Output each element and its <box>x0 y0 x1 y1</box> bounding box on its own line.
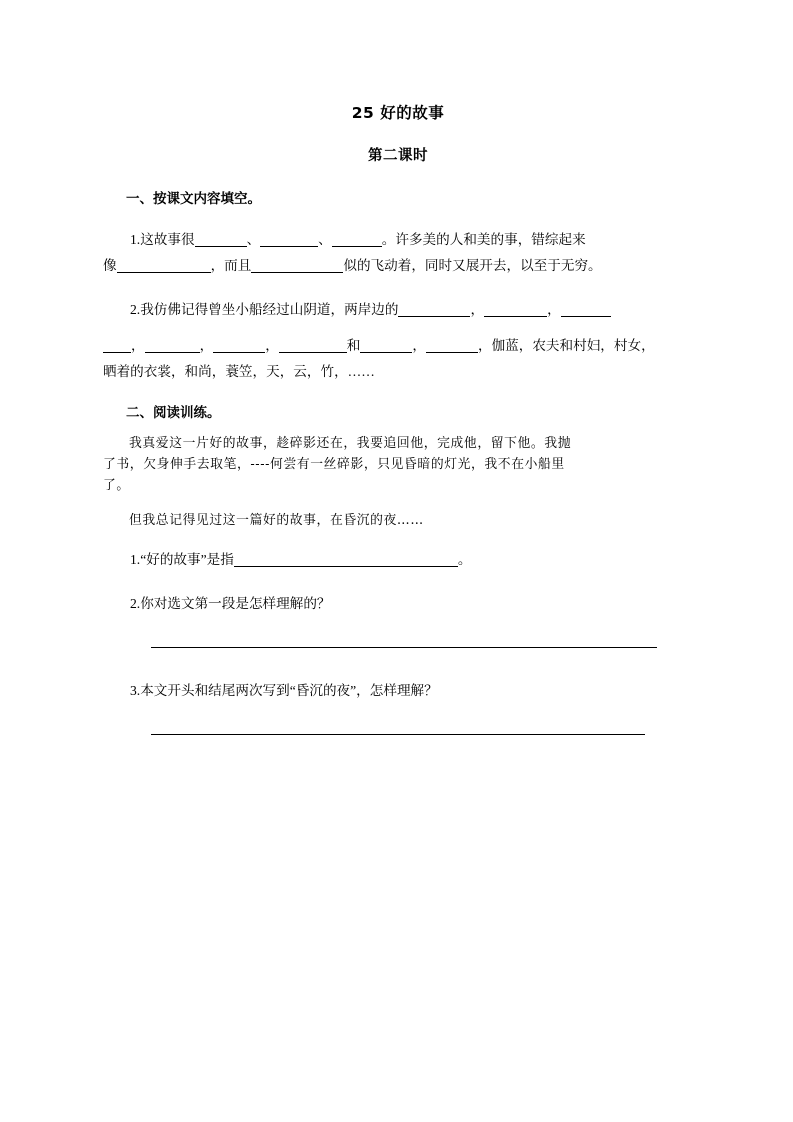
answer-rule-q3[interactable] <box>151 734 645 735</box>
separator-comma-4: ， <box>199 338 214 354</box>
page-subtitle: 第二课时 <box>368 147 428 164</box>
conjunction-he: 和 <box>346 338 361 354</box>
reading-question-1 <box>103 547 693 573</box>
blank-q2-6[interactable] <box>279 337 347 353</box>
question-1-line-2 <box>103 253 693 279</box>
reading-question-2: 2.你对选文第一段是怎样理解的？ <box>130 596 331 612</box>
question-1-text-d: ，而且 <box>210 258 252 274</box>
question-1-text-e: 似的飞动着，同时又展开去，以至于无穷。 <box>343 258 602 274</box>
separator-dun-1: 、 <box>246 232 261 248</box>
separator-comma-7: ， <box>477 338 492 354</box>
reading-question-3: 3.本文开头和结尾两次写到“昏沉的夜”，怎样理解？ <box>130 683 438 699</box>
blank-q2-3[interactable] <box>561 301 611 317</box>
question-2-line-1 <box>103 297 693 323</box>
separator-comma-3: ， <box>131 338 145 354</box>
blank-q1-5[interactable] <box>251 257 343 273</box>
blank-q2-8[interactable] <box>426 337 478 353</box>
passage-line-4: 但我总记得见过这一篇好的故事，在昏沉的夜…… <box>129 513 424 529</box>
section-two-heading: 二、阅读训练。 <box>126 405 221 422</box>
question-2-text-a: 2.我仿佛记得曾坐小船经过山阴道，两岸边的 <box>130 302 399 318</box>
blank-q1-3[interactable] <box>332 231 382 247</box>
blank-q2-2[interactable] <box>484 301 547 317</box>
section-one-heading: 一、按课文内容填空。 <box>126 190 261 207</box>
reading-question-1-period: 。 <box>457 552 472 568</box>
blank-q1-1[interactable] <box>195 231 247 247</box>
question-2-text-tail: 伽蓝，农夫和村妇，村女， <box>491 338 655 354</box>
blank-q1-4[interactable] <box>117 257 211 273</box>
separator-comma-5: ， <box>265 338 279 354</box>
blank-q2-7[interactable] <box>360 337 412 353</box>
passage-line-3: 了。 <box>103 478 130 494</box>
page-content <box>103 0 693 735</box>
blank-q2-3-cont[interactable] <box>103 337 131 353</box>
blank-q1-2[interactable] <box>260 231 318 247</box>
blank-q2-1[interactable] <box>398 301 470 317</box>
reading-question-1-text: 1.“好的故事”是指 <box>130 552 234 568</box>
separator-comma-6: ， <box>412 338 426 354</box>
passage-line-2: 了书，欠身伸手去取笔，----何尝有一丝碎影，只见昏暗的灯光，我不在小船里 <box>103 457 565 473</box>
question-1-line-1 <box>103 227 693 253</box>
blank-q2-5[interactable] <box>213 337 265 353</box>
separator-comma-1: ， <box>470 302 485 318</box>
blank-reading-q1[interactable] <box>234 551 458 567</box>
separator-dun-2: 、 <box>318 232 332 248</box>
separator-comma-2: ， <box>547 302 561 318</box>
passage-line-1: 我真爱这一片好的故事，趁碎影还在，我要追回他，完成他，留下他。我抛 <box>129 436 572 452</box>
blank-q2-4[interactable] <box>145 337 200 353</box>
question-1-text-c: 像 <box>103 258 117 274</box>
question-2-line-3: 晒着的衣裳，和尚，蓑笠，天，云，竹，…… <box>103 364 375 380</box>
question-2-line-2 <box>103 333 693 359</box>
page-title: 25 好的故事 <box>351 104 445 122</box>
question-1-text-b: 。许多美的人和美的事，错综起来 <box>381 232 586 248</box>
question-1-text-a: 1.这故事很 <box>130 232 195 248</box>
